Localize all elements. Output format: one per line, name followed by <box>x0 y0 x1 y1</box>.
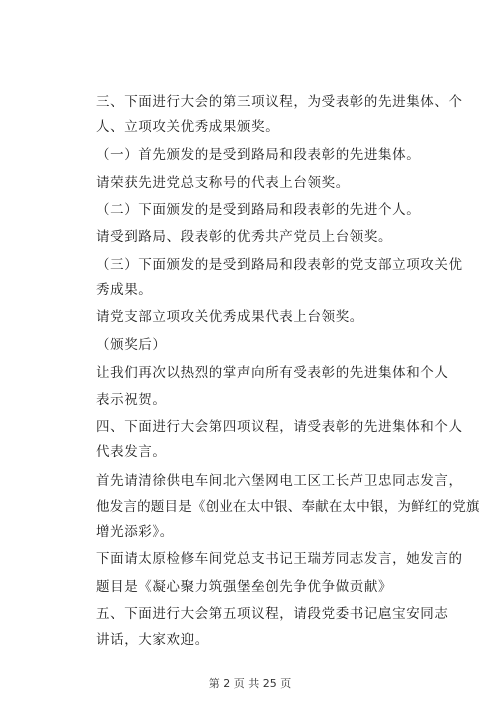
text-line: 代表发言。 <box>96 444 167 460</box>
page-number-footer: 第 2 页 共 25 页 <box>208 677 292 690</box>
text-line: 秀成果。 <box>96 282 153 298</box>
text-line: （颁奖后） <box>96 337 167 353</box>
text-line: 五、下面进行大会第五项议程，请段党委书记扈宝安同志 <box>96 606 449 622</box>
text-line: 人、立项攻关优秀成果颁奖。 <box>96 119 280 135</box>
text-line: 请党支部立项攻关优秀成果代表上台领奖。 <box>96 309 364 325</box>
text-line: 三、下面进行大会的第三项议程，为受表彰的先进集体、个 <box>96 94 463 110</box>
text-line: （三）下面颁发的是受到路局和段表彰的党支部立项攻关优 <box>96 257 463 273</box>
text-line: （一）首先颁发的是受到路局和段表彰的先进集体。 <box>96 147 421 163</box>
text-line: 首先请清徐供电车间北六堡网电工区工长芦卫忠同志发言， <box>96 473 463 489</box>
text-line: 他发言的题目是《创业在太中银、奉献在太中银，为鲜红的党旗 <box>96 499 480 515</box>
text-line: （二）下面颁发的是受到路局和段表彰的先进个人。 <box>96 202 421 218</box>
text-line: 让我们再次以热烈的掌声向所有受表彰的先进集体和个人 <box>96 365 449 381</box>
text-line: 增光添彩》。 <box>96 524 174 540</box>
text-line: 讲话，大家欢迎。 <box>96 632 209 648</box>
text-line: 题目是《凝心聚力筑强堡垒创先争优争做贡献》 <box>96 579 393 595</box>
text-line: 下面请太原检修车间党总支书记王瑞芳同志发言，她发言的 <box>96 551 463 567</box>
text-line: 请受到路局、段表彰的优秀共产党员上台领奖。 <box>96 229 393 245</box>
text-line: 表示祝贺。 <box>96 392 167 408</box>
text-line: 四、下面进行大会第四项议程，请受表彰的先进集体和个人 <box>96 419 463 435</box>
text-line: 请荣获先进党总支称号的代表上台领奖。 <box>96 175 350 191</box>
